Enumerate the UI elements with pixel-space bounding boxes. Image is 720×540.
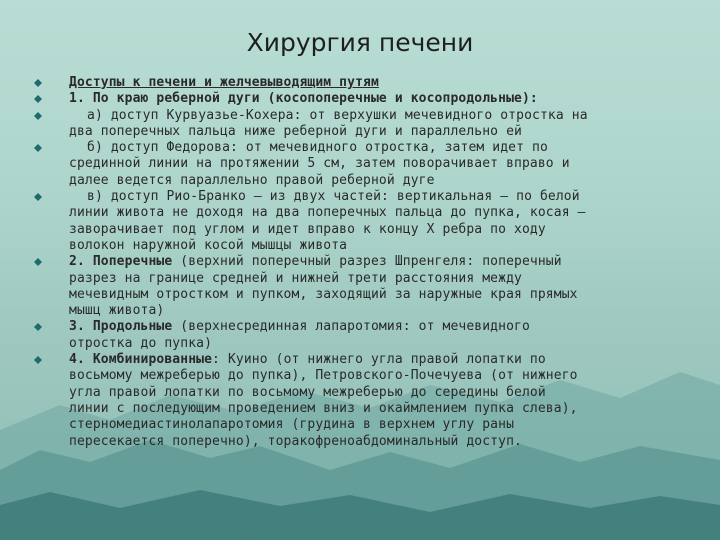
diamond-bullet-icon [34, 356, 42, 364]
bullet-text-line: а) доступ Курвуазье-Кохера: от верхушки мечевидного отростка на [87, 107, 588, 123]
bullet-list [34, 75, 686, 450]
diamond-bullet-icon [34, 112, 42, 120]
diamond-bullet-icon [34, 144, 42, 152]
bullet-text-line: в) доступ Рио-Бранко – из двух частей: вертикальная – по белой [87, 189, 580, 205]
bullet-item-1c [34, 189, 686, 254]
bullet-text-line: волокон наружной косой мышцы живота [69, 237, 348, 253]
bullet-text-line: (верхний поперечный разрез Шпренгеля: поперечный [172, 254, 562, 270]
bullet-text-line: срединной линии на протяжении 5 см, затем поворачивает вправо и [69, 156, 570, 172]
bullet-text-line: пересекается поперечно), торакофреноабдоминальный доступ. [69, 433, 522, 449]
bullet-bold-lead: 2. Поперечные [69, 254, 173, 270]
bullet-text-line: линии с последующим проведением вниз и окаймлением пупка слева), [69, 400, 578, 416]
bullet-text-line: угла правой лопатки по восьмому межреберью до середины белой [69, 384, 546, 400]
bullet-text-line: Доступы к печени и желчевыводящим путям [69, 75, 379, 90]
bullet-text-line: мышц живота) [69, 303, 165, 319]
bullet-text-line: 1. По краю реберной дуги (косопоперечные и косопродольные): [69, 91, 538, 107]
diamond-bullet-icon [34, 95, 42, 103]
bullet-text-line: отростка до пупка) [69, 335, 213, 351]
bullet-text-line: далее ведется параллельно правой реберной дуге [69, 172, 435, 188]
diamond-bullet-icon [34, 193, 42, 201]
bullet-item-3 [34, 319, 686, 352]
bullet-item-1b [34, 140, 686, 189]
bullet-text-line: разрез на границе средней и нижней трети расстояния между [69, 270, 522, 286]
bullet-text-line: (верхнесрединная лапаротомия: от мечевидного [172, 319, 530, 335]
bullet-text-line: б) доступ Федорова: от мечевидного отростка, затем идет по [87, 140, 548, 156]
diamond-bullet-icon [34, 258, 42, 266]
bullet-item-heading [34, 75, 686, 91]
bullet-text-line: восьмому межреберью до пупка), Петровского-Почечуева (от нижнего [69, 368, 578, 384]
bullet-text-line: : Куино (от нижнего угла правой лопатки по [212, 352, 546, 368]
bullet-text-line: линии живота не доходя на два поперечных пальца до пупка, косая – [69, 205, 586, 221]
bullet-item-2 [34, 254, 686, 319]
diamond-bullet-icon [34, 323, 42, 331]
bullet-bold-lead: 4. Комбинированные [69, 352, 213, 368]
bullet-text-line: заворачивает под углом и идет вправо к концу X ребра по ходу [69, 221, 546, 237]
bullet-text-line: два поперечных пальца ниже реберной дуги и параллельно ей [69, 123, 522, 139]
bullet-bold-lead: 3. Продольные [69, 319, 173, 335]
bullet-item-1a [34, 108, 686, 141]
bullet-text-line: стерномедиастинолапаротомия (грудина в верхнем углу раны [69, 417, 515, 433]
bullet-item-4 [34, 352, 686, 450]
bullet-text-line: мечевидным отростком и пупком, заходящий за наружные края прямых [69, 286, 578, 302]
bullet-item-1 [34, 91, 686, 107]
slide-title: Хирургия печени [246, 28, 474, 57]
diamond-bullet-icon [34, 79, 42, 87]
